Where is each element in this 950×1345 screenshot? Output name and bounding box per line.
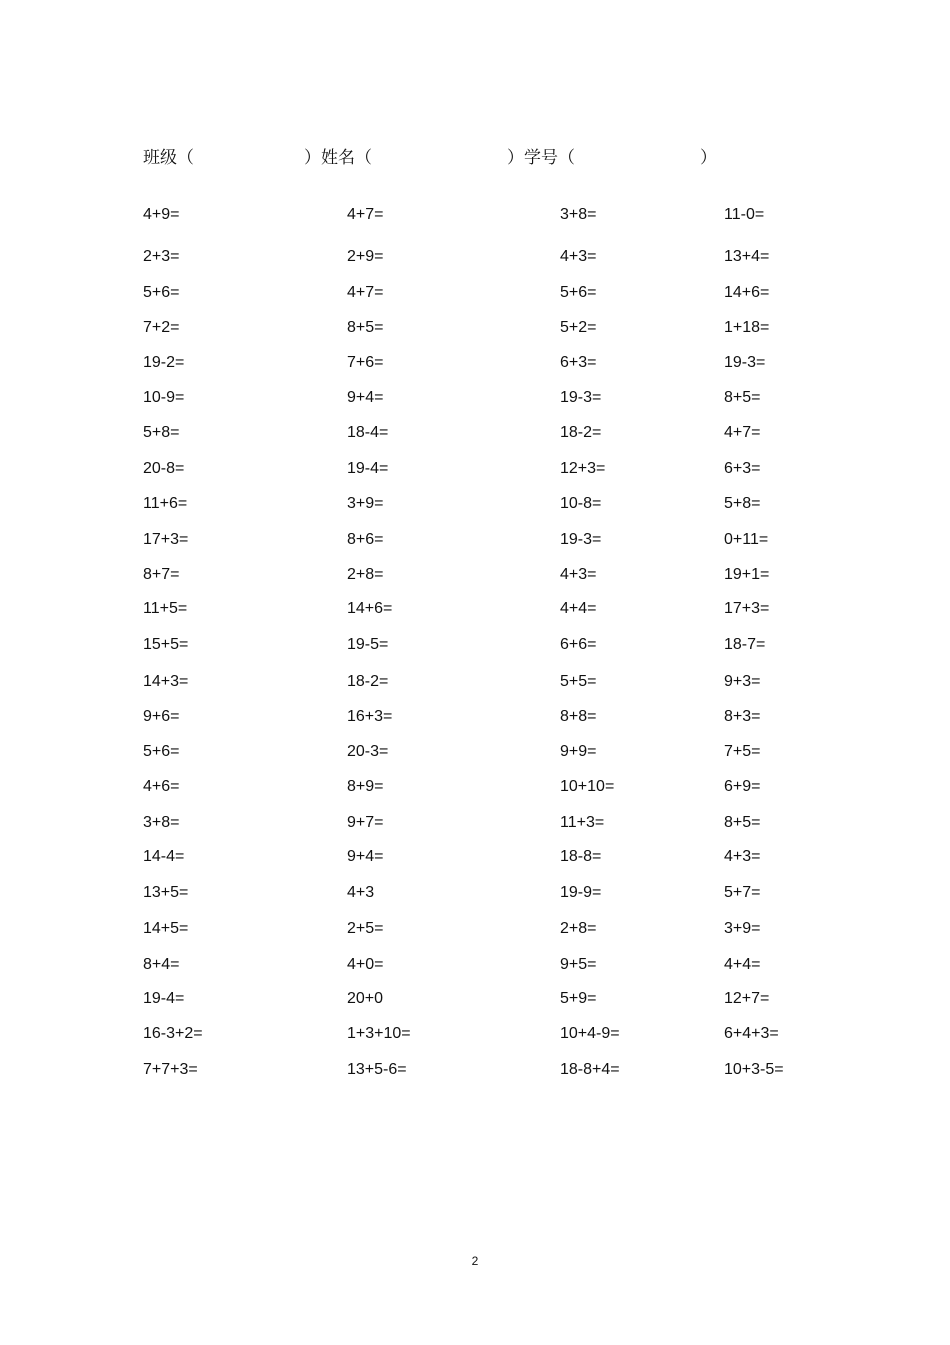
problem-item: 9+3= [724,673,761,690]
problem-item: 9+7= [347,814,384,831]
problem-item: 4+3= [560,248,597,265]
problem-item: 4+9= [143,206,180,223]
problem-item: 9+4= [347,389,384,406]
problem-item: 6+3= [724,460,761,477]
problem-item: 4+0= [347,956,384,973]
problem-item: 19+1= [724,566,770,583]
problem-item: 19-2= [143,354,185,371]
problem-row [0,531,950,551]
problem-row [0,495,950,515]
problem-item: 3+8= [143,814,180,831]
problem-item: 11-0= [724,206,765,223]
problem-row [0,956,950,976]
problem-item: 18-8+4= [560,1061,620,1078]
problem-item: 20+0 [347,990,384,1007]
problem-item: 5+5= [560,673,597,690]
problem-row [0,206,950,226]
problem-item: 18-4= [347,424,389,441]
problem-item: 13+5= [143,884,189,901]
problem-item: 8+8= [560,708,597,725]
problem-item: 2+8= [560,920,597,937]
problem-item: 19-4= [347,460,389,477]
problem-item: 19-4= [143,990,185,1007]
problem-item: 19-3= [560,531,602,548]
problem-item: 3+8= [560,206,597,223]
problem-item: 14-4= [143,848,185,865]
problem-item: 6+4+3= [724,1025,779,1042]
problem-item: 4+4= [724,956,761,973]
problem-row [0,389,950,409]
problem-item: 18-2= [347,673,389,690]
problem-item: 18-2= [560,424,602,441]
problem-item: 10+4-9= [560,1025,620,1042]
problem-item: 4+7= [724,424,761,441]
problem-item: 9+9= [560,743,597,760]
problem-item: 20-3= [347,743,389,760]
problem-row [0,778,950,798]
page-number: 2 [471,1254,479,1268]
problem-item: 11+5= [143,600,188,617]
problem-item: 10-9= [143,389,185,406]
problem-item: 5+8= [143,424,180,441]
problem-row [0,990,950,1010]
problem-item: 12+3= [560,460,606,477]
problem-row [0,566,950,586]
problem-row [0,848,950,868]
problem-item: 14+3= [143,673,189,690]
problem-row [0,319,950,339]
problem-item: 5+9= [560,990,597,1007]
problem-row [0,920,950,940]
problem-item: 17+3= [143,531,189,548]
problem-item: 6+9= [724,778,761,795]
problem-item: 4+7= [347,206,384,223]
problem-item: 1+3+10= [347,1025,411,1042]
problem-item: 13+4= [724,248,770,265]
student-number-label: ）学号（ [507,148,575,168]
problem-item: 19-3= [560,389,602,406]
problem-item: 4+3= [560,566,597,583]
problem-item: 14+6= [724,284,770,301]
problem-item: 9+5= [560,956,597,973]
problem-item: 5+6= [143,284,180,301]
problem-item: 8+4= [143,956,180,973]
problem-item: 19-3= [724,354,766,371]
closing-parenthesis: ） [700,148,717,168]
problem-item: 5+2= [560,319,597,336]
problem-item: 3+9= [347,495,384,512]
problem-item: 7+7+3= [143,1061,198,1078]
name-label: ）姓名（ [304,148,372,168]
problem-item: 13+5-6= [347,1061,407,1078]
problem-item: 7+2= [143,319,180,336]
problem-item: 6+3= [560,354,597,371]
problem-item: 19-5= [347,636,389,653]
problem-item: 19-9= [560,884,602,901]
problem-item: 2+5= [347,920,384,937]
problem-item: 12+7= [724,990,770,1007]
problem-item: 4+4= [560,600,597,617]
problem-item: 8+7= [143,566,180,583]
problem-item: 10+10= [560,778,615,795]
problem-item: 10+3-5= [724,1061,784,1078]
problem-row [0,600,950,620]
problem-row [0,673,950,693]
problem-item: 18-7= [724,636,766,653]
problem-item: 2+8= [347,566,384,583]
problem-item: 16-3+2= [143,1025,203,1042]
problem-item: 14+6= [347,600,393,617]
problem-item: 5+8= [724,495,761,512]
problem-row [0,708,950,728]
problem-item: 18-8= [560,848,602,865]
problem-row [0,460,950,480]
problem-row [0,743,950,763]
problem-item: 16+3= [347,708,393,725]
class-label: 班级（ [143,148,194,168]
problem-item: 8+5= [724,389,761,406]
problem-item: 7+6= [347,354,384,371]
problem-item: 9+6= [143,708,180,725]
problem-item: 8+9= [347,778,384,795]
problem-item: 5+6= [560,284,597,301]
problem-item: 3+9= [724,920,761,937]
problem-item: 6+6= [560,636,597,653]
problem-item: 15+5= [143,636,189,653]
problem-item: 17+3= [724,600,770,617]
problem-item: 2+9= [347,248,384,265]
problem-item: 7+5= [724,743,761,760]
problem-row [0,884,950,904]
problem-row [0,284,950,304]
problem-item: 8+5= [724,814,761,831]
problem-item: 8+5= [347,319,384,336]
problem-row [0,424,950,444]
problem-item: 14+5= [143,920,189,937]
problem-item: 4+3 [347,884,375,901]
problem-row [0,354,950,374]
problem-item: 4+7= [347,284,384,301]
problem-row [0,1025,950,1045]
problem-item: 9+4= [347,848,384,865]
problem-item: 8+3= [724,708,761,725]
problem-item: 8+6= [347,531,384,548]
problem-item: 11+6= [143,495,188,512]
problem-item: 10-8= [560,495,602,512]
problem-row [0,814,950,834]
problem-item: 5+7= [724,884,761,901]
problem-row [0,636,950,656]
problem-row [0,248,950,268]
problem-item: 0+11= [724,531,769,548]
problem-item: 20-8= [143,460,185,477]
problem-item: 5+6= [143,743,180,760]
problem-item: 4+6= [143,778,180,795]
problem-item: 2+3= [143,248,180,265]
problem-item: 11+3= [560,814,605,831]
problem-item: 4+3= [724,848,761,865]
problem-item: 1+18= [724,319,770,336]
problem-row [0,1061,950,1081]
